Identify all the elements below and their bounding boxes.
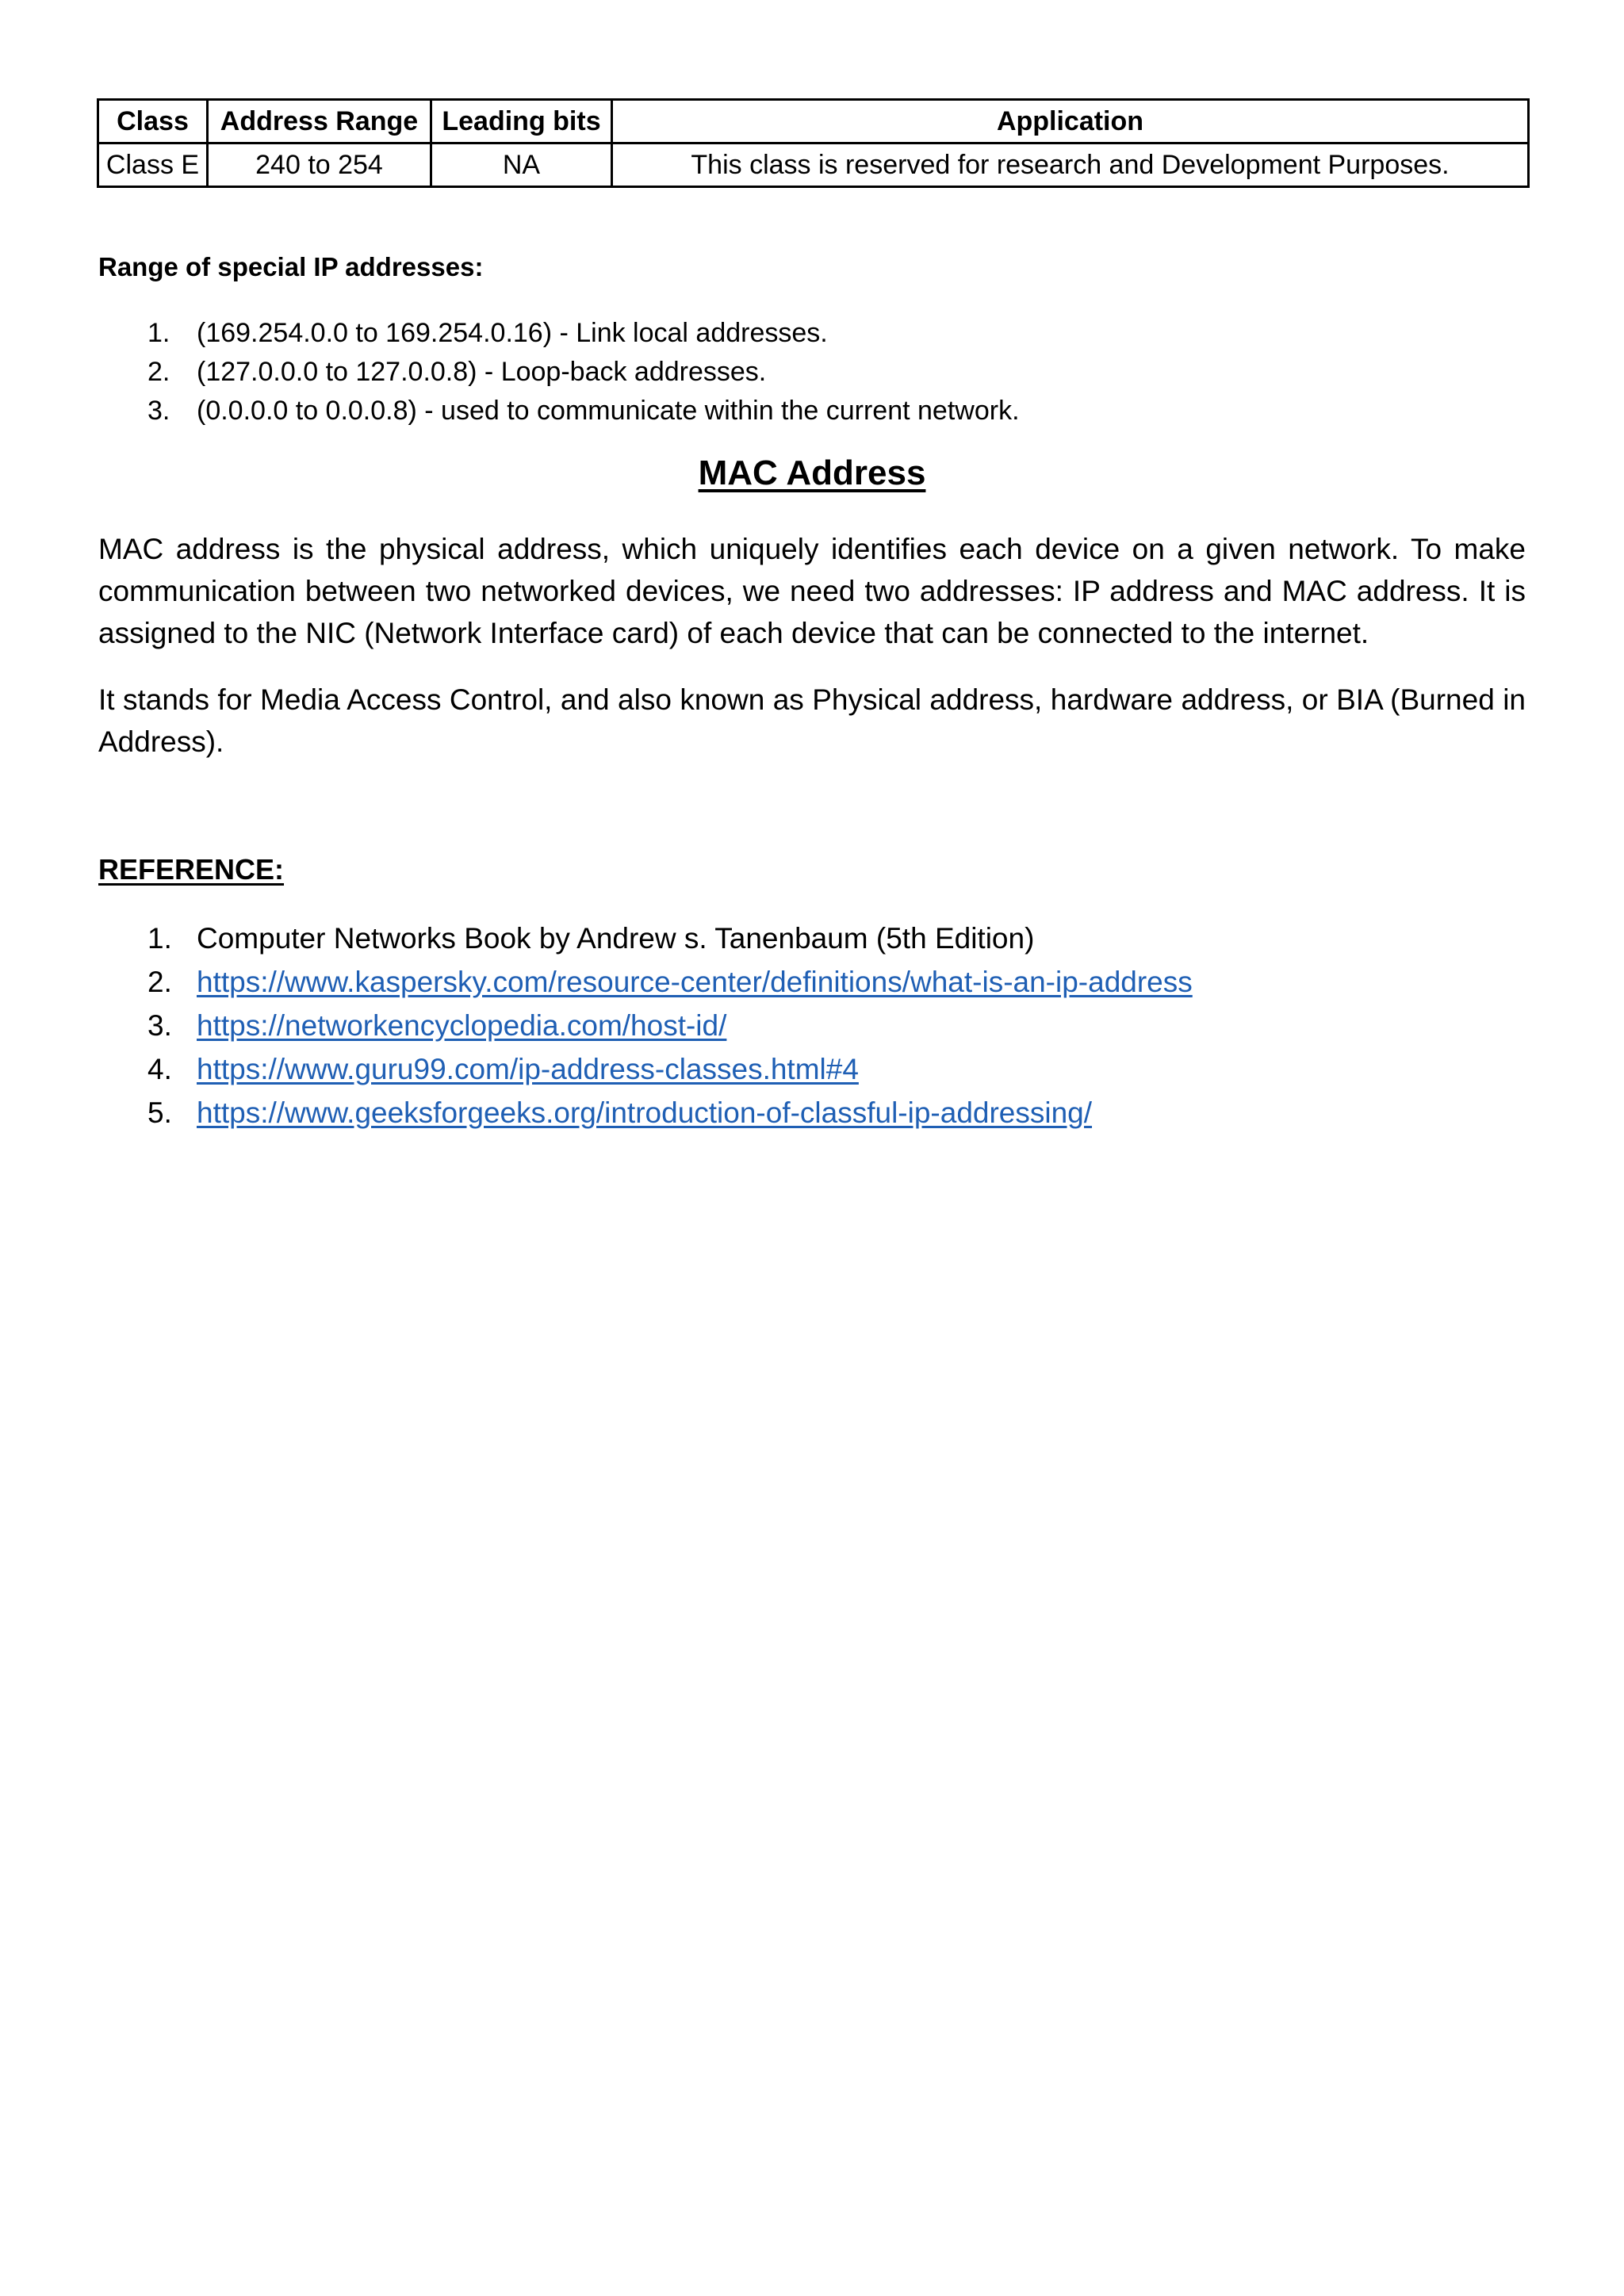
header-class: Class bbox=[98, 100, 208, 144]
special-ip-heading: Range of special IP addresses: bbox=[98, 252, 484, 281]
mac-paragraph-1: MAC address is the physical address, which uniquely identifies each device on a given network. To make communication between two networked devices, we need two addresses: IP address and MAC address. It is assigned to the NIC (Network Interface card) of each device that can be connected to the internet. bbox=[98, 533, 1526, 649]
list-item bbox=[98, 392, 1020, 430]
reference-book-text: Computer Networks Book by Andrew s. Tanenbaum (5th Edition) bbox=[197, 922, 1035, 955]
list-number: 3. bbox=[147, 396, 170, 426]
mac-paragraph-2: It stands for Media Access Control, and also known as Physical address, hardware address, or BIA (Burned in Address). bbox=[98, 683, 1526, 758]
list-item-text: (0.0.0.0 to 0.0.0.8) - used to communicate within the current network. bbox=[197, 396, 1020, 426]
reference-link-geeksforgeeks[interactable]: https://www.geeksforgeeks.org/introduction-of-classful-ip-addressing/ bbox=[197, 1096, 1093, 1129]
reference-link-guru99[interactable]: https://www.guru99.com/ip-address-classes.html#4 bbox=[197, 1053, 859, 1085]
list-item-text: (127.0.0.0 to 127.0.0.8) - Loop-back addresses. bbox=[197, 357, 767, 387]
list-item bbox=[98, 1047, 1193, 1091]
list-item-text: (169.254.0.0 to 169.254.0.16) - Link local addresses. bbox=[197, 318, 828, 348]
table-header-row bbox=[98, 100, 1529, 144]
reference-link-kaspersky[interactable]: https://www.kaspersky.com/resource-center/definitions/what-is-an-ip-address bbox=[197, 966, 1193, 998]
list-item bbox=[98, 960, 1193, 1004]
cell-leading-bits: NA bbox=[431, 144, 612, 187]
list-number: 5. bbox=[147, 1096, 172, 1129]
header-application: Application bbox=[612, 100, 1529, 144]
reference-list bbox=[98, 916, 1193, 1135]
mac-address-title: MAC Address bbox=[698, 453, 926, 492]
list-item bbox=[98, 1004, 1193, 1047]
list-number: 1. bbox=[147, 922, 172, 955]
list-number: 2. bbox=[147, 966, 172, 998]
list-item bbox=[98, 1091, 1193, 1135]
special-ip-list bbox=[98, 314, 1020, 430]
mac-address-title-container bbox=[0, 453, 1624, 493]
header-address-range: Address Range bbox=[208, 100, 431, 144]
ip-class-table bbox=[97, 98, 1530, 188]
list-item bbox=[98, 916, 1193, 960]
list-number: 3. bbox=[147, 1009, 172, 1042]
list-number: 1. bbox=[147, 318, 170, 348]
table-row bbox=[98, 144, 1529, 187]
reference-heading: REFERENCE: bbox=[98, 853, 285, 886]
cell-application: This class is reserved for research and Development Purposes. bbox=[612, 144, 1529, 187]
header-leading-bits: Leading bits bbox=[431, 100, 612, 144]
reference-link-networkencyclopedia[interactable]: https://networkencyclopedia.com/host-id/ bbox=[197, 1009, 727, 1042]
list-item bbox=[98, 314, 1020, 353]
list-item bbox=[98, 353, 1020, 392]
cell-class: Class E bbox=[98, 144, 208, 187]
list-number: 4. bbox=[147, 1053, 172, 1085]
cell-address-range: 240 to 254 bbox=[208, 144, 431, 187]
list-number: 2. bbox=[147, 357, 170, 387]
